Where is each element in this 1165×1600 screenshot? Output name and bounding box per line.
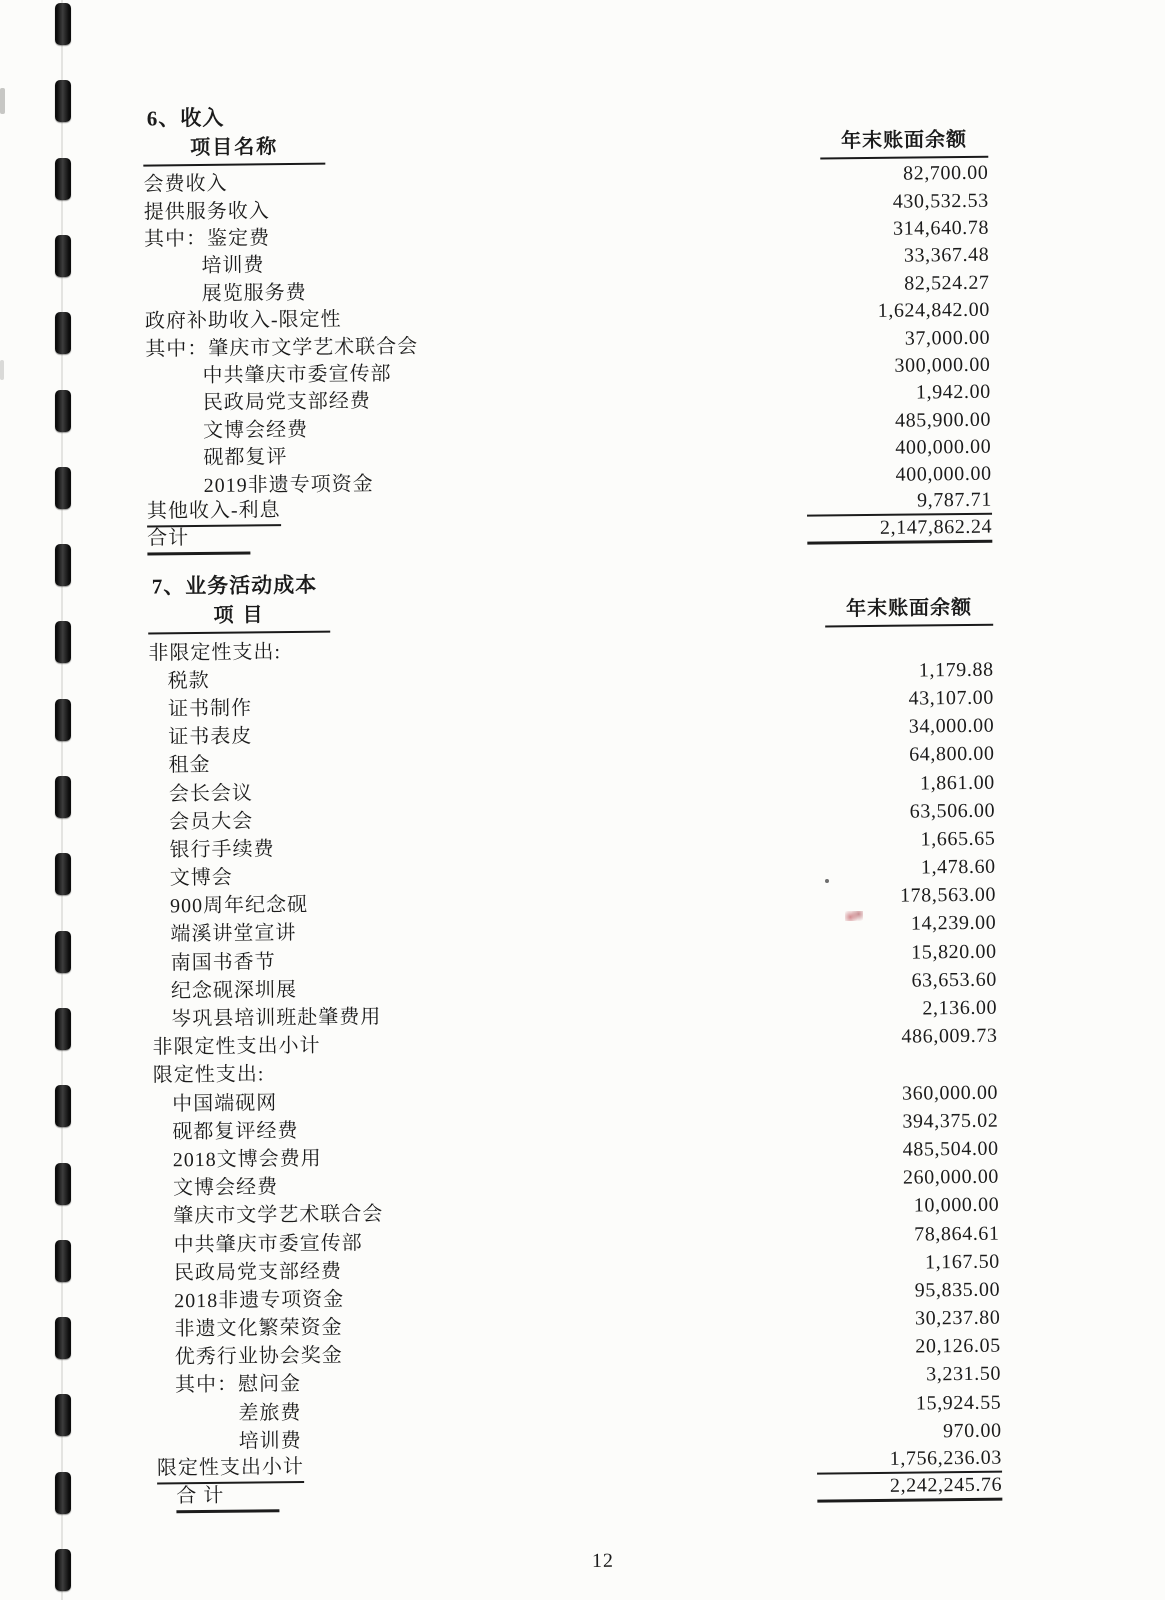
row-value: 1,478.60 [920,855,996,879]
scan-smudge [0,88,5,114]
row-value: 2,242,245.76 [817,1474,1002,1503]
table-row [147,516,992,552]
row-label: 民政局党支部经费 [202,390,371,415]
column-header-value-wrap [803,123,988,160]
row-value: 178,563.00 [899,883,997,907]
row-value: 43,107.00 [908,686,995,710]
table-rows [148,628,1002,1511]
row-label: 优秀行业协会奖金 [174,1344,343,1369]
row-value: 394,375.02 [902,1109,999,1133]
row-label: 非遗文化繁荣资金 [174,1316,343,1341]
row-value: 63,506.00 [909,799,996,823]
row-value: 3,231.50 [926,1363,1002,1386]
row-value: 15,924.55 [915,1391,1002,1415]
row-value: 33,367.48 [903,244,990,267]
row-value: 30,237.80 [914,1306,1001,1330]
row-label: 南国书香节 [170,950,276,974]
row-value: 63,653.60 [911,968,998,992]
row-label: 中共肇庆市委宣传部 [173,1231,363,1256]
row-label: 会费收入 [143,172,228,196]
row-label: 文博会经费 [172,1176,279,1200]
row-value: 485,900.00 [894,408,992,432]
row-label: 政府补助收入-限定性 [144,308,342,333]
cost-section [148,562,1003,1511]
row-value: 14,239.00 [910,912,997,936]
row-value: 15,820.00 [911,940,997,964]
row-value: 2,136.00 [922,996,998,1020]
row-label: 其中：肇庆市文学艺术联合会 [145,335,419,361]
row-label: 中国端砚网 [172,1091,278,1115]
scan-smudge [0,360,4,380]
column-header-value: 年末账面余额 [825,591,993,628]
row-label: 非限定性支出小计 [152,1034,321,1059]
row-label: 差旅费 [238,1401,302,1425]
row-value: 64,800.00 [909,743,995,766]
row-label: 肇庆市文学艺术联合会 [173,1203,384,1228]
row-value: 1,942.00 [915,381,991,404]
column-header-value-wrap [808,591,993,628]
row-label: 证书表皮 [168,725,253,749]
row-label: 2019非遗专项资金 [203,472,374,497]
row-value: 400,000.00 [895,435,992,459]
column-header-item: 项 目 [148,598,330,635]
row-label: 900周年纪念砚 [169,894,309,918]
row-value: 400,000.00 [895,463,992,487]
row-value: 82,700.00 [902,161,989,185]
row-label: 砚都复评 [203,446,288,470]
row-value: 1,665.65 [920,827,996,851]
row-value: 95,835.00 [914,1278,1001,1302]
row-label: 合计 [147,514,807,555]
row-value: 82,524.27 [904,271,990,295]
page-number: 12 [591,1549,615,1572]
column-header-item: 项目名称 [143,130,325,167]
row-value: 9,787.71 [807,489,992,517]
row-label: 培训费 [238,1429,302,1453]
section-title: 7、业务活动成本 [151,572,318,599]
row-value [813,1065,998,1067]
row-label: 2018非遗专项资金 [174,1288,345,1313]
row-value: 34,000.00 [908,714,995,738]
row-label: 合 计 [157,1472,817,1513]
row-label: 其他收入-利息 [147,488,807,528]
row-label: 其中：鉴定费 [143,227,271,251]
row-label: 中共肇庆市委宣传部 [202,362,392,387]
row-value: 78,864.61 [914,1222,1000,1246]
row-value: 485,504.00 [902,1137,999,1161]
row-label: 限定性支出小计 [157,1445,817,1485]
row-label: 民政局党支部经费 [173,1260,343,1285]
table-row [157,1473,1002,1510]
row-value: 1,167.50 [924,1250,1000,1274]
ink-speck [825,879,829,883]
row-label: 会员大会 [169,810,254,834]
row-value: 1,624,842.00 [877,298,991,323]
row-label: 端溪讲堂宣讲 [170,922,297,946]
row-value: 300,000.00 [894,353,991,377]
row-value: 1,756,236.03 [817,1446,1002,1474]
row-label: 文博会经费 [202,418,309,442]
row-label: 文博会 [169,866,233,890]
row-label: 税款 [167,669,210,693]
row-value: 260,000.00 [902,1165,1000,1189]
row-value: 970.00 [942,1419,1002,1443]
row-value: 430,532.53 [892,189,989,213]
row-label: 2018文博会费用 [172,1147,322,1172]
row-label: 纪念砚深圳展 [170,978,298,1003]
row-value [808,642,993,644]
row-value: 486,009.73 [901,1024,998,1048]
row-label: 岑巩县培训班赴肇费用 [171,1006,382,1031]
row-value: 1,179.88 [918,658,994,682]
red-ink-speck [845,911,863,921]
section-title: 6、收入 [146,105,225,131]
row-label: 砚都复评经费 [172,1119,299,1144]
row-label: 提供服务收入 [143,199,270,224]
row-label: 租金 [168,754,211,777]
row-value: 10,000.00 [913,1194,1000,1217]
row-value: 2,147,862.24 [807,516,992,545]
row-value: 37,000.00 [904,326,991,350]
row-label: 展览服务费 [201,281,307,305]
row-label: 非限定性支出: [148,640,282,665]
row-value: 1,861.00 [919,771,995,794]
row-value: 314,640.78 [892,216,990,240]
row-value: 20,126.05 [915,1334,1001,1358]
row-label: 其中：慰问金 [174,1373,302,1397]
column-header-value: 年末账面余额 [820,123,988,160]
row-value: 360,000.00 [901,1081,999,1105]
row-label: 限定性支出: [152,1063,265,1087]
row-label: 银行手续费 [169,838,275,862]
row-label: 会长会议 [168,781,254,805]
table-rows [143,160,992,552]
row-label: 培训费 [201,254,265,278]
row-label: 证书制作 [167,697,253,721]
income-section [143,94,993,552]
